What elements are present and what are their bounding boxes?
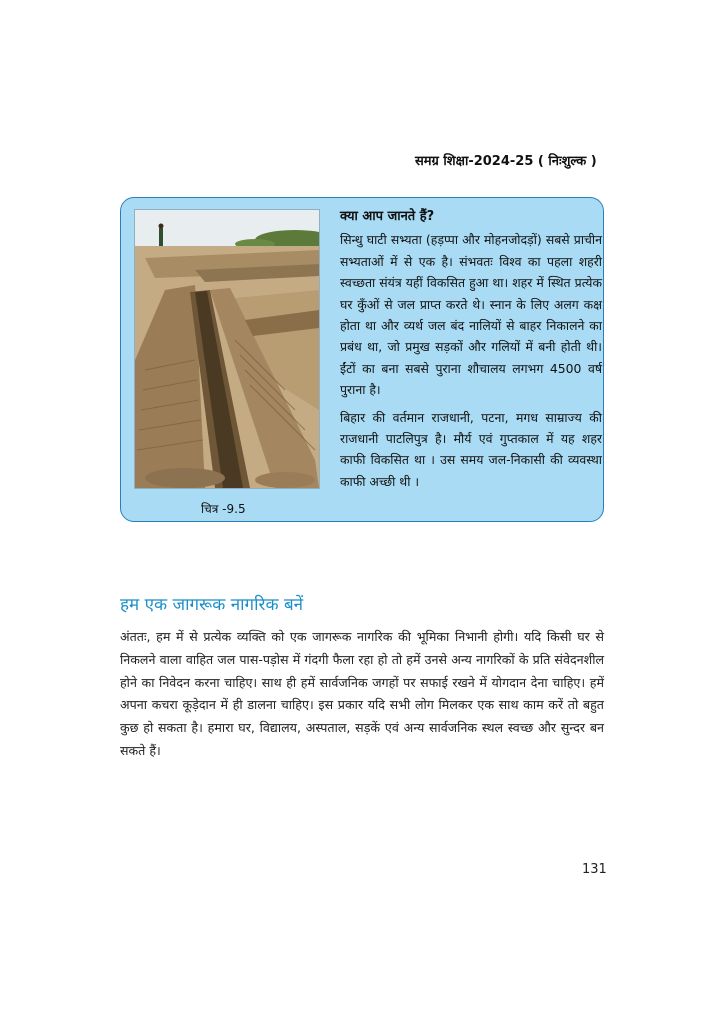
infobox-paragraph-1: सिन्धु घाटी सभ्यता (हड़प्पा और मोहनजोदड़ों) सबसे प्राचीन सभ्यताओं में से एक है। संभवतः विश्व का पहला शहरी स्वच्छता संयंत्र यहीं विकसित हुआ था। शहर में स्थित प्रत्येक घर कुँओं से जल प्राप्त करते थे। स्नान के लिए अलग कक्ष होता था और व्यर्थ जल बंद नालियों से बाहर निकालने का प्रबंध था, जो प्रमुख सड़कों और गलियों में बनी होती थी। ईंटों का बना सबसे पुराना शौचालय लगभग 4500 वर्ष पुराना है।	[340, 232, 602, 398]
section-body: अंततः, हम में से प्रत्येक व्यक्ति को एक जागरूक नागरिक की भूमिका निभानी होगी। यदि किसी घर से निकलने वाला वाहित जल पास-पड़ोस में गंदगी फैला रहा हो तो हमें उनसे अन्य नागरिकों के प्रति संवेदनशील होने का निवेदन करना चाहिए। साथ ही हमें सार्वजनिक जगहों पर सफाई रखने में योगदान देना चाहिए। हमें अपना कचरा कूड़ेदान में ही डालना चाहिए। इस प्रकार यदि सभी लोग मिलकर एक साथ काम करें तो बहुत कुछ हो सकता है। हमारा घर, विद्यालय, अस्पताल, सड़कें एवं अन्य सार्वजनिक स्थल स्वच्छ और सुन्दर बन सकते हैं।	[120, 629, 604, 758]
figure-caption: चित्र -9.5	[201, 502, 246, 516]
infobox-title: क्या आप जानते हैं?	[340, 209, 435, 224]
page-header: समग्र शिक्षा-2024-25 ( निःशुल्क )	[415, 154, 597, 169]
section-heading: हम एक जागरूक नागरिक बनें	[120, 595, 304, 615]
did-you-know-box	[120, 197, 604, 522]
infobox-paragraph-2: बिहार की वर्तमान राजधानी, पटना, मगध साम्राज्य की राजधानी पाटलिपुत्र है। मौर्य एवं गुप्तकाल में यह शहर काफी विकसित था । उस समय जल-निकासी की व्यवस्था काफी अच्छी थी ।	[340, 409, 602, 489]
drain-photo	[134, 209, 320, 489]
page-number: 131	[582, 862, 607, 877]
infobox-text	[340, 206, 602, 492]
